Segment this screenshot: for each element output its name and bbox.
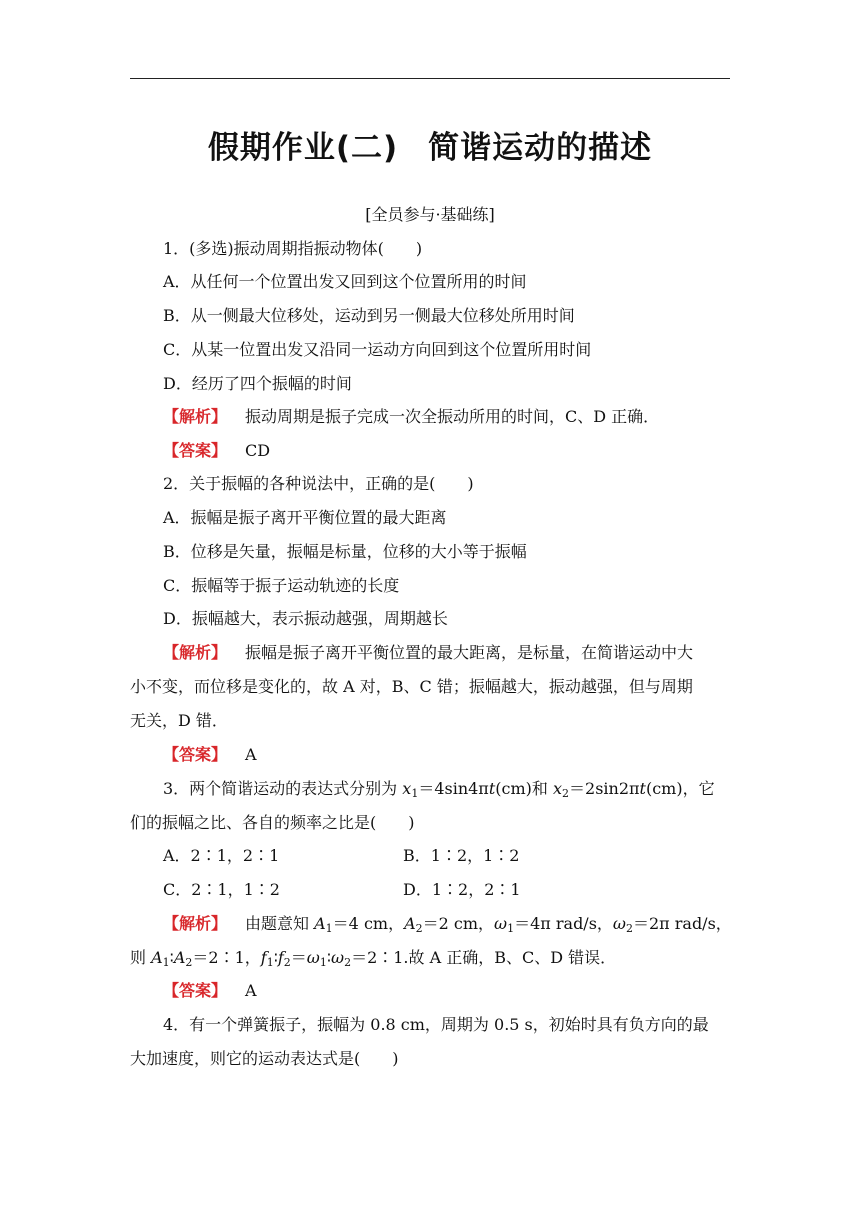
q3-analysis-text: ＝2 cm， [422,914,495,933]
var-omega: ω [306,948,320,967]
header-rule [130,78,730,79]
q3-analysis-text: 则 [130,948,152,967]
var-omega: ω [612,914,626,933]
subscript: 2 [344,956,352,969]
q2-answer [163,744,257,766]
q1-option-c: C．从某一位置出发又沿同一运动方向回到这个位置所用时间 [163,340,592,359]
var-t: t [639,779,646,798]
q3-analysis-text: ∶ [273,948,278,967]
q2-option-d: D．振幅越大，表示振动越强，周期越长 [163,609,448,628]
subscript: 2 [283,956,291,969]
page-title [0,122,860,167]
var-A: A [151,948,163,967]
q2-option-a: A．振幅是振子离开平衡位置的最大距离 [163,508,447,527]
q3-stem-text: (cm)，它 [645,779,715,798]
q1-option-a: A．从任何一个位置出发又回到这个位置所用的时间 [163,272,527,291]
q3-analysis-text: ∶ [326,948,332,967]
var-omega: ω [331,948,345,967]
q3-stem-text: (cm)和 [495,779,553,798]
var-x: x [402,779,412,798]
q3-analysis-text: ∶ [169,948,174,967]
q3-analysis-text: ＝4 cm， [332,914,405,933]
q3-analysis-text: ＝2∶1.故 A 正确，B、C、D 错误． [351,948,617,967]
q3-stem-text: 3．两个简谐运动的表达式分别为 [163,779,403,798]
q4-stem-line1: 4．有一个弹簧振子，振幅为 0.8 cm，周期为 0.5 s，初始时具有负方向的最 [163,1015,709,1034]
q2-option-b: B．位移是矢量，振幅是标量，位移的大小等于振幅 [163,542,527,561]
answer-tag: 【答案】 [163,981,228,1000]
subscript: 1 [325,922,333,935]
subscript: 1 [162,956,170,969]
q2-analysis-line3: 无关，D 错． [130,711,228,730]
section-label: [全员参与·基础练] [365,205,495,224]
q4-stem-line2: 大加速度，则它的运动表达式是( ) [130,1049,399,1068]
q3-analysis-line2 [130,947,616,974]
q2-analysis-text-1: 振幅是振子离开平衡位置的最大距离，是标量，在简谐运动中大 [245,643,694,662]
q1-option-d: D．经历了四个振幅的时间 [163,374,352,393]
q3-analysis-text: 由题意知 [245,914,315,933]
q2-analysis-line1 [163,642,693,664]
q2-answer-text: A [245,745,257,764]
subscript: 2 [185,956,193,969]
q1-answer-text: CD [245,441,271,460]
q1-answer [163,440,270,462]
answer-tag: 【答案】 [163,745,228,764]
var-x: x [552,779,563,798]
q3-answer-text: A [245,981,257,1000]
q2-analysis-line2: 小不变，而位移是变化的，故 A 对，B、C 错；振幅越大，振动越强，但与周期 [130,677,693,696]
subscript: 1 [266,956,274,969]
q2-stem: 2．关于振幅的各种说法中，正确的是( ) [163,474,474,493]
q3-stem-line2: 们的振幅之比、各自的频率之比是( ) [130,813,415,832]
analysis-tag: 【解析】 [163,407,228,426]
analysis-tag: 【解析】 [163,643,228,662]
q3-options-row2 [163,879,521,901]
var-f: f [277,948,284,967]
q3-option-c: C．2∶1，1∶2 [163,880,280,899]
subscript: 1 [411,787,419,800]
q1-analysis-text: 振动周期是振子完成一次全振动所用的时间，C、D 正确． [245,407,660,426]
subscript: 2 [415,922,423,935]
var-f: f [260,948,267,967]
q3-analysis-text: ＝2∶1， [192,948,261,967]
q3-stem-text: ＝4sin4π [418,779,489,798]
var-omega: ω [494,914,508,933]
subscript: 1 [319,956,327,969]
var-t: t [488,779,496,798]
q3-analysis-text: ＝ [290,948,307,967]
analysis-tag: 【解析】 [163,914,228,933]
title-left: 假期作业(二) [207,130,399,166]
q1-analysis [163,406,659,428]
q3-analysis-line1 [163,913,732,940]
q3-stem-text: ＝2sin2π [569,779,640,798]
var-A: A [173,948,186,967]
q1-stem: 1．(多选)振动周期指振动物体( ) [163,239,423,258]
answer-tag: 【答案】 [163,441,228,460]
var-A: A [314,914,326,933]
title-right: 简谐运动的描述 [428,130,653,166]
subscript: 2 [625,922,633,935]
q3-analysis-text: ＝4π rad/s， [514,914,613,933]
q1-option-b: B．从一侧最大位移处，运动到另一侧最大位移处所用时间 [163,306,575,325]
q2-option-c: C．振幅等于振子运动轨迹的长度 [163,576,400,595]
q3-options-row1 [163,845,520,867]
q3-answer [163,980,257,1002]
subscript: 1 [507,922,515,935]
q3-option-b: B．1∶2，1∶2 [403,846,520,865]
q3-analysis-text: ＝2π rad/s， [632,914,732,933]
q3-stem-line1 [163,778,715,805]
var-A: A [404,914,416,933]
q3-option-a: A．2∶1，2∶1 [163,846,280,865]
q3-option-d: D．1∶2，2∶1 [403,880,521,899]
subscript: 2 [562,787,570,800]
